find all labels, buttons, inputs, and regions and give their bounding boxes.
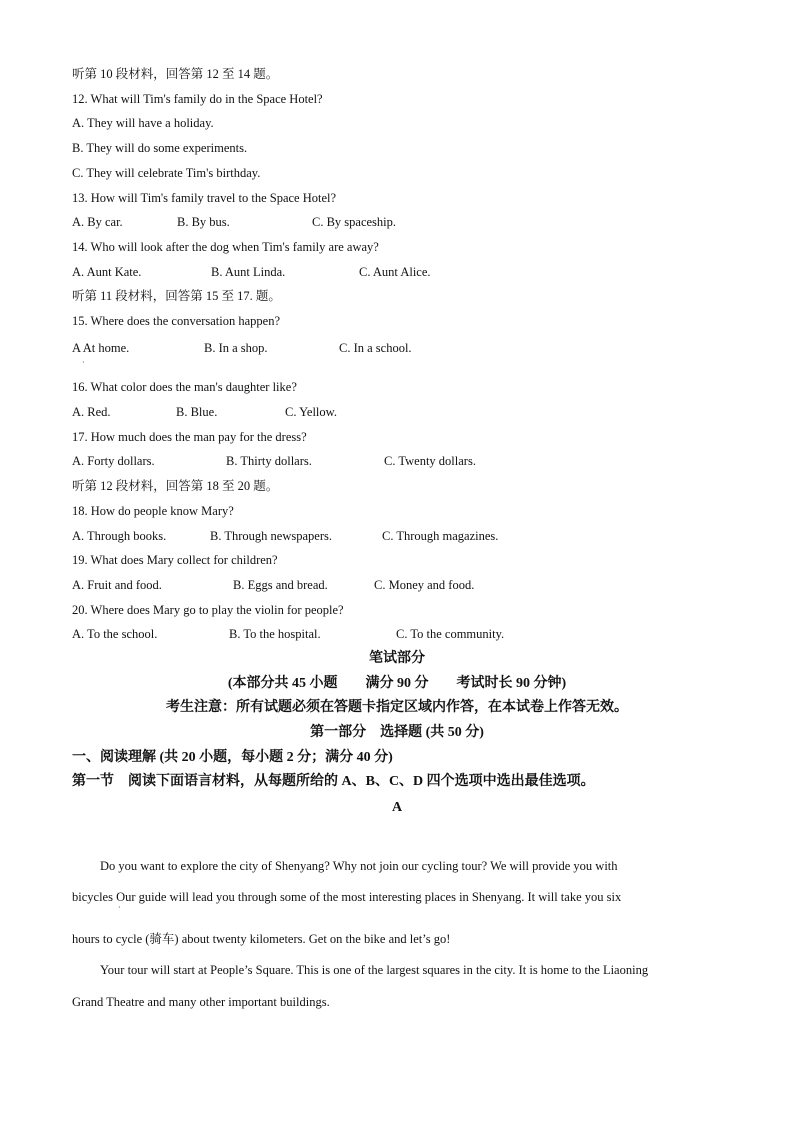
written-section-title: 笔试部分	[369, 651, 425, 666]
question-17-option-c: C. Twenty dollars.	[384, 454, 476, 468]
question-12-stem: 12. What will Tim's family do in the Space Hotel?	[72, 92, 323, 106]
stray-dot-mark: ·	[118, 903, 121, 912]
question-15-option-c: C. In a school.	[339, 341, 412, 355]
passage-paragraph-1-line-1: Do you want to explore the city of Shenyang? Why not join our cycling tour? We will provide you with	[100, 859, 618, 873]
question-14-stem: 14. Who will look after the dog when Tim's family are away?	[72, 240, 379, 254]
part-one-heading: 第一部分 选择题 (共 50 分)	[310, 725, 484, 740]
question-15-stem: 15. Where does the conversation happen?	[72, 314, 281, 328]
section-one-instruction: 第一节 阅读下面语言材料，从每题所给的 A、B、C、D 四个选项中选出最佳选项。	[72, 774, 595, 789]
question-19-option-a: A. Fruit and food.	[72, 578, 162, 592]
question-20-option-a: A. To the school.	[72, 627, 158, 641]
passage-label: A	[391, 800, 403, 815]
passage-paragraph-1-line-2: bicycles Our guide will lead you through some of the most interesting places in Shenyang. It will take you six	[72, 890, 622, 904]
question-20-stem: 20. Where does Mary go to play the violin for people?	[72, 603, 344, 617]
question-13-stem: 13. How will Tim's family travel to the Space Hotel?	[72, 191, 337, 205]
question-18-option-a: A. Through books.	[72, 529, 167, 543]
question-18-option-c: C. Through magazines.	[382, 529, 499, 543]
question-20-option-c: C. To the community.	[396, 627, 505, 641]
question-17-option-b: B. Thirty dollars.	[226, 454, 312, 468]
section-12-instruction: 听第 12 段材料，回答第 18 至 20 题。	[72, 479, 279, 493]
question-19-stem: 19. What does Mary collect for children?	[72, 553, 278, 567]
question-16-option-b: B. Blue.	[176, 405, 218, 419]
question-16-option-c: C. Yellow.	[285, 405, 337, 419]
question-18-stem: 18. How do people know Mary?	[72, 504, 234, 518]
question-14-option-c: C. Aunt Alice.	[359, 265, 431, 279]
question-12-option-a: A. They will have a holiday.	[72, 116, 214, 130]
reading-comprehension-heading: 一、阅读理解 (共 20 小题，每小题 2 分；满分 40 分)	[72, 750, 393, 765]
candidate-notice: 考生注意：所有试题必须在答题卡指定区域内作答，在本试卷上作答无效。	[166, 700, 628, 715]
question-16-stem: 16. What color does the man's daughter like?	[72, 380, 297, 394]
question-16-option-a: A. Red.	[72, 405, 111, 419]
passage-paragraph-2-line-2: Grand Theatre and many other important buildings.	[72, 995, 330, 1009]
question-12-option-b: B. They will do some experiments.	[72, 141, 248, 155]
question-14-option-a: A. Aunt Kate.	[72, 265, 142, 279]
stray-dot-mark: ·	[82, 358, 85, 367]
question-18-option-b: B. Through newspapers.	[210, 529, 332, 543]
question-13-option-a: A. By car.	[72, 215, 123, 229]
question-12-option-c: C. They will celebrate Tim's birthday.	[72, 166, 261, 180]
question-19-option-c: C. Money and food.	[374, 578, 475, 592]
passage-paragraph-1-line-3: hours to cycle (骑车) about twenty kilometers. Get on the bike and let’s go!	[72, 932, 451, 946]
question-19-option-b: B. Eggs and bread.	[233, 578, 328, 592]
passage-paragraph-2-line-1: Your tour will start at People’s Square. This is one of the largest squares in the city. It is home to the Liaoning	[100, 963, 649, 977]
question-15-option-b: B. In a shop.	[204, 341, 268, 355]
written-section-info: (本部分共 45 小题 满分 90 分 考试时长 90 分钟)	[227, 676, 567, 691]
question-15-option-a: A At home.	[72, 341, 130, 355]
question-20-option-b: B. To the hospital.	[229, 627, 321, 641]
section-10-instruction: 听第 10 段材料，回答第 12 至 14 题。	[72, 67, 279, 81]
question-17-option-a: A. Forty dollars.	[72, 454, 155, 468]
section-11-instruction: 听第 11 段材料，回答第 15 至 17. 题。	[72, 289, 281, 303]
question-13-option-c: C. By spaceship.	[312, 215, 397, 229]
question-17-stem: 17. How much does the man pay for the dress?	[72, 430, 307, 444]
question-14-option-b: B. Aunt Linda.	[211, 265, 286, 279]
question-13-option-b: B. By bus.	[177, 215, 230, 229]
